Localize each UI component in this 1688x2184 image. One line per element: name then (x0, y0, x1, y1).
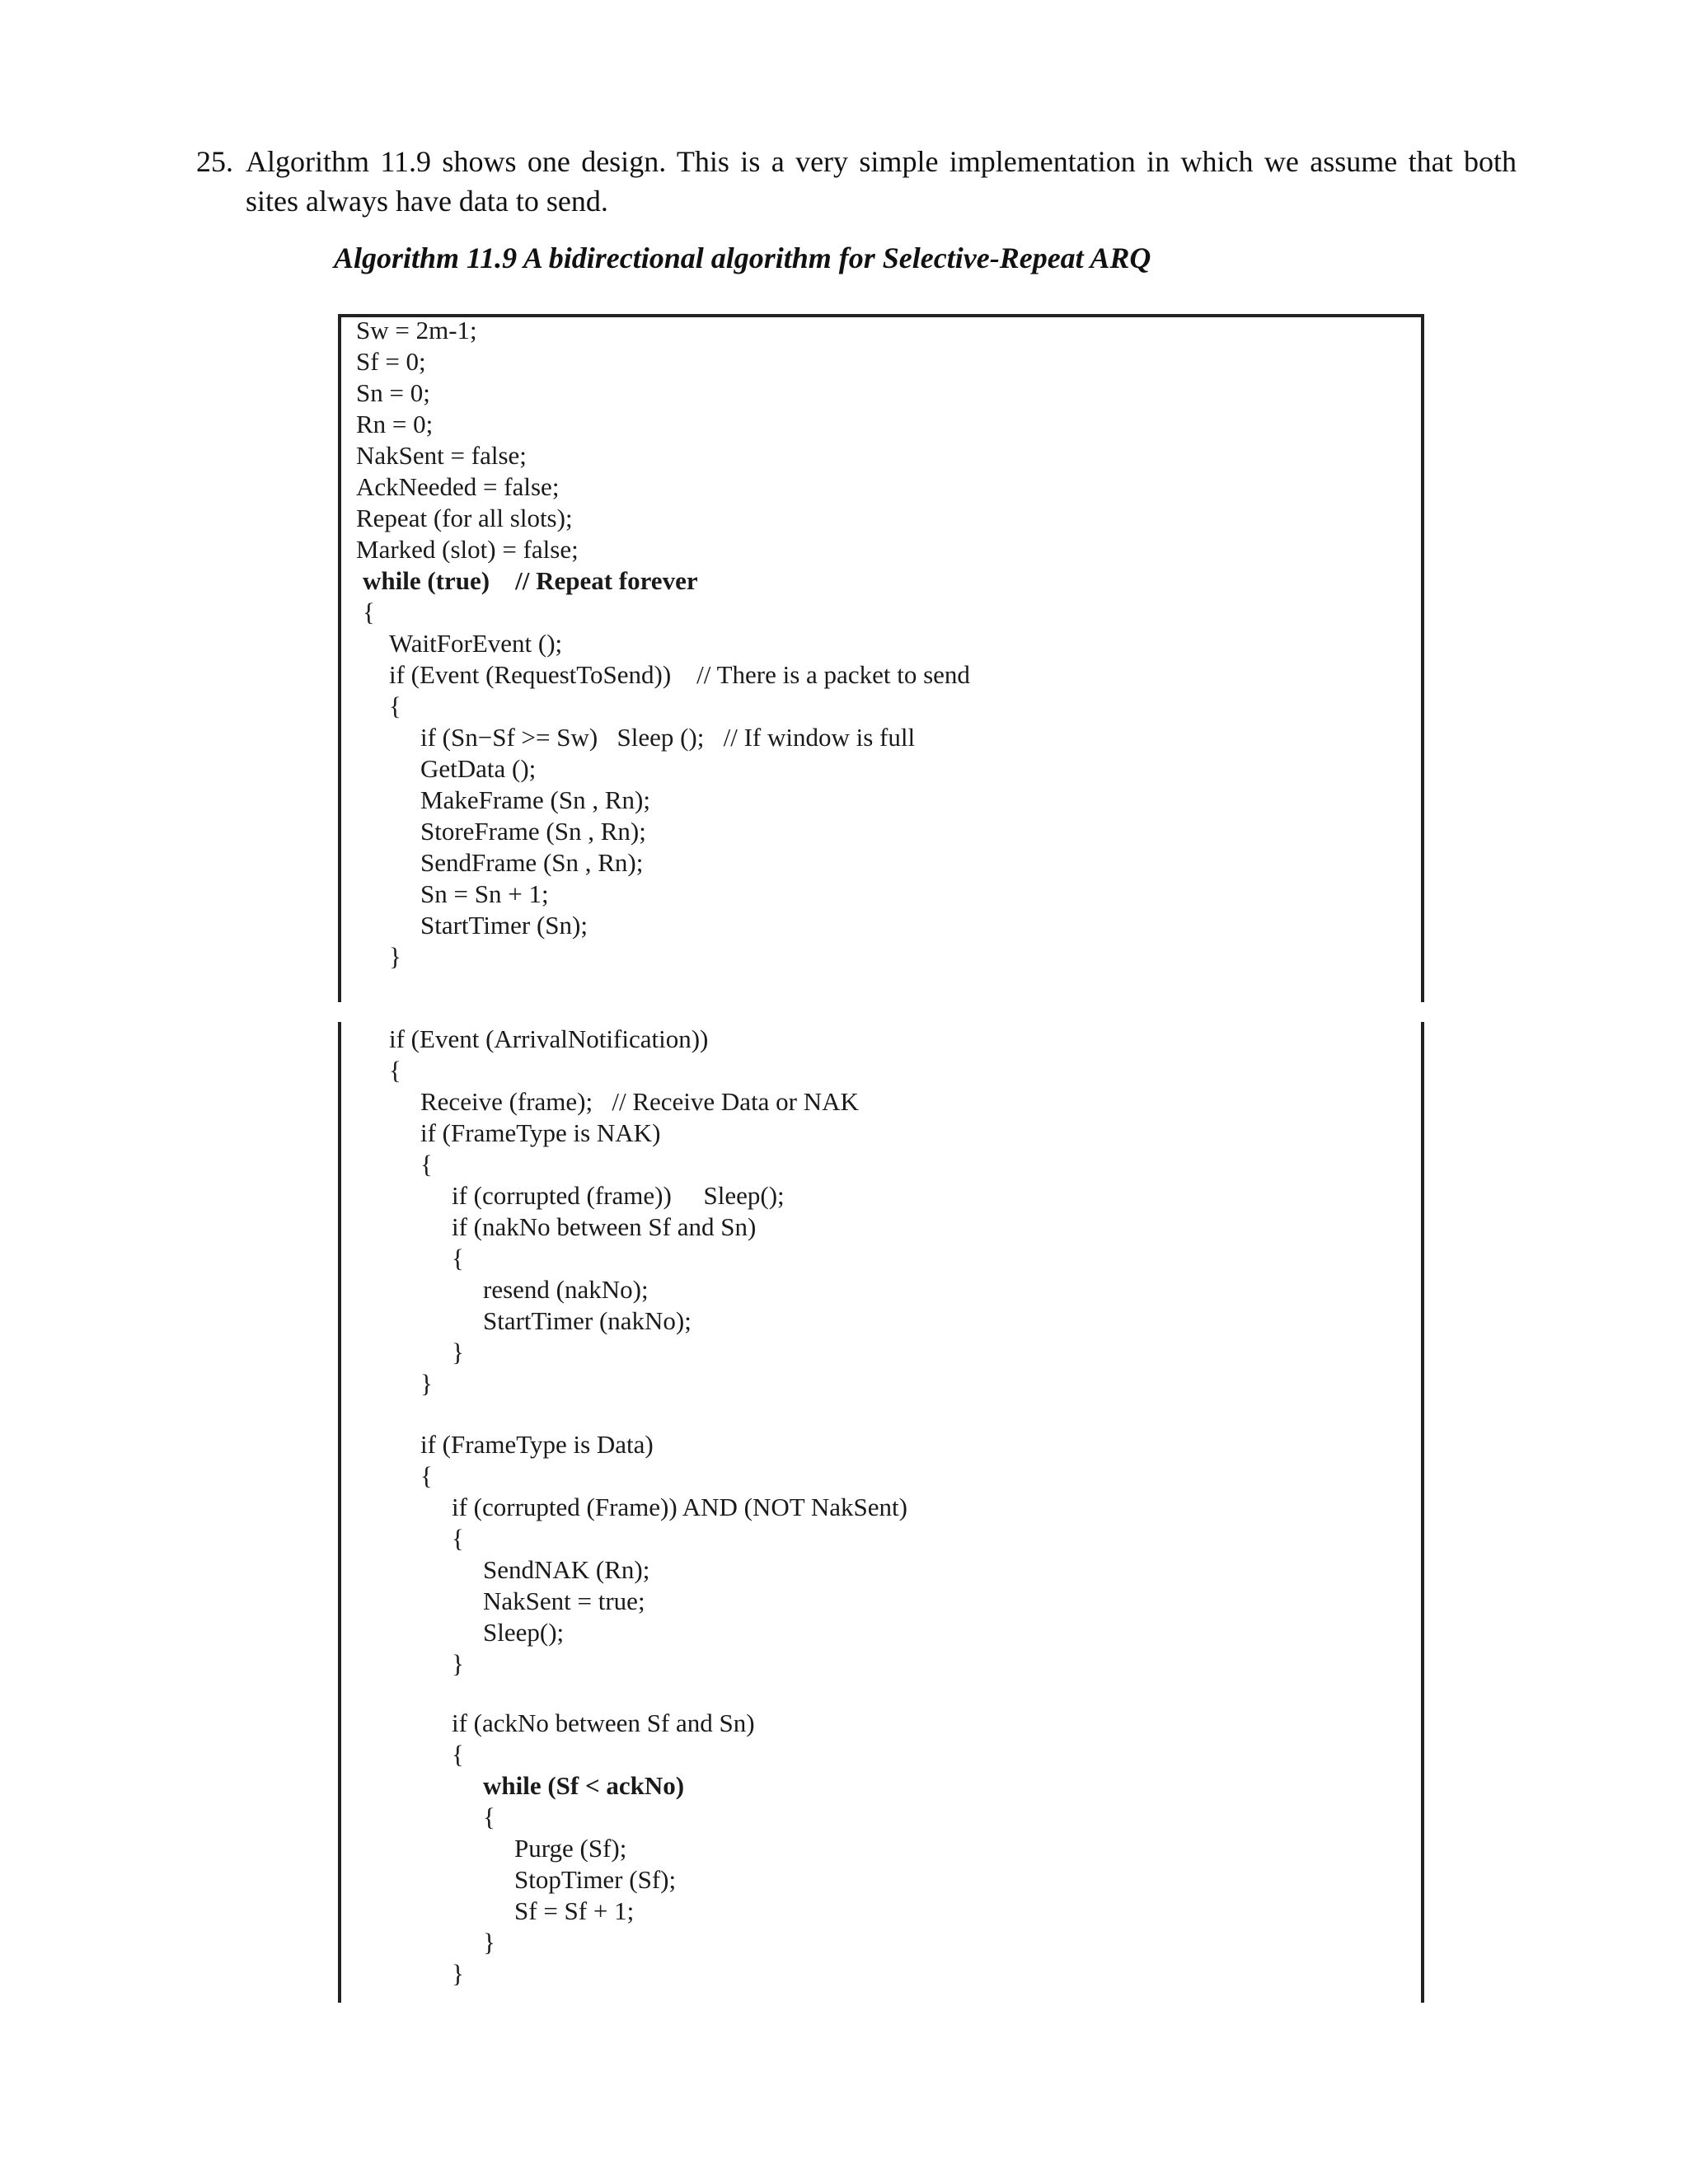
code-line: { (452, 1244, 464, 1272)
code-line: resend (nakNo); (483, 1275, 649, 1304)
code-line: } (452, 1959, 464, 1988)
code-line: WaitForEvent (); (389, 629, 563, 658)
code-line: Sw = 2m-1; (356, 316, 477, 344)
code-line: { (452, 1524, 464, 1553)
code-line: if (Event (RequestToSend)) // There is a packet to send (389, 660, 970, 689)
code-line: { (363, 598, 375, 626)
code-line: while (Sf < ackNo) (483, 1771, 685, 1800)
code-line: StopTimer (Sf); (514, 1865, 677, 1894)
code-line: if (FrameType is NAK) (420, 1118, 661, 1147)
code-line: if (corrupted (frame)) Sleep(); (452, 1181, 785, 1210)
code-line: SendNAK (Rn); (483, 1555, 650, 1584)
code-line: Sn = Sn + 1; (420, 879, 549, 908)
code-line: StoreFrame (Sn , Rn); (420, 817, 646, 846)
code-line: SendFrame (Sn , Rn); (420, 848, 644, 877)
intro-text: Algorithm 11.9 shows one design. This is a very simple implementation in which we assume that both sites always have data to send. (246, 145, 1517, 218)
code-line: { (420, 1461, 433, 1490)
code-line: MakeFrame (Sn , Rn); (420, 785, 650, 814)
code-line: { (389, 691, 401, 720)
code-line: } (483, 1928, 495, 1957)
code-line: if (corrupted (Frame)) AND (NOT NakSent) (452, 1493, 907, 1521)
code-line: { (389, 1056, 401, 1085)
code-line: } (452, 1649, 464, 1678)
code-line: Receive (frame); // Receive Data or NAK (420, 1087, 859, 1116)
code-line: { (452, 1740, 464, 1769)
code-line: } (420, 1369, 433, 1398)
code-line: if (Sn−Sf >= Sw) Sleep (); // If window is full (420, 723, 916, 752)
code-line: } (452, 1338, 464, 1366)
code-line: Sleep(); (483, 1618, 565, 1647)
code-line: Repeat (for all slots); (356, 504, 573, 532)
code-line: StartTimer (Sn); (420, 911, 588, 940)
code-line: if (FrameType is Data) (420, 1430, 654, 1459)
code-line: Purge (Sf); (514, 1834, 627, 1863)
code-line: Sf = 0; (356, 347, 426, 376)
code-line: { (420, 1150, 433, 1179)
code-line: StartTimer (nakNo); (483, 1306, 692, 1335)
code-line: } (389, 942, 401, 971)
code-line: { (483, 1802, 495, 1831)
algorithm-caption: Algorithm 11.9 A bidirectional algorithm for Selective-Repeat ARQ (334, 241, 1151, 274)
code-line: if (Event (ArrivalNotification)) (389, 1024, 709, 1053)
code-line: Rn = 0; (356, 410, 434, 438)
item-number: 25. (196, 145, 233, 178)
code-line: while (true) // Repeat forever (363, 566, 698, 595)
code-line: NakSent = true; (483, 1586, 645, 1615)
code-line: GetData (); (420, 754, 537, 783)
code-line: AckNeeded = false; (356, 472, 560, 501)
code-line: Sf = Sf + 1; (514, 1896, 635, 1925)
code-line: if (ackNo between Sf and Sn) (452, 1708, 755, 1737)
code-line: if (nakNo between Sf and Sn) (452, 1212, 757, 1241)
code-line: NakSent = false; (356, 441, 527, 470)
code-line: Sn = 0; (356, 378, 430, 407)
code-line: Marked (slot) = false; (356, 535, 579, 564)
